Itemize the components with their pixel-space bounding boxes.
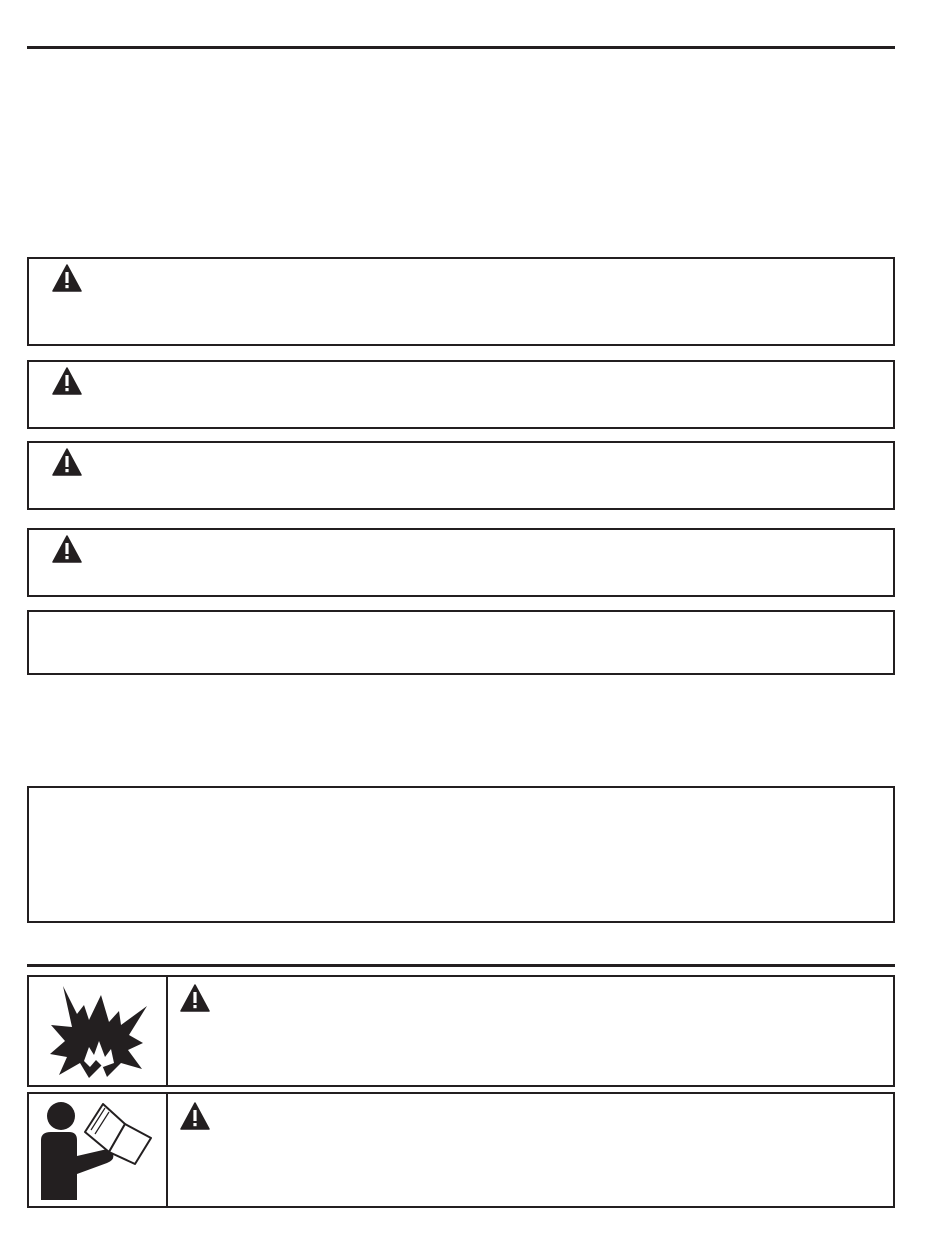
read-manual-icon-cell xyxy=(29,1094,168,1206)
read-manual-row xyxy=(27,1092,895,1208)
explosion-icon-cell xyxy=(29,977,168,1085)
warning-triangle-icon xyxy=(52,264,82,292)
warning-box-3 xyxy=(27,441,895,510)
warning-triangle-icon xyxy=(180,1102,210,1130)
warning-triangle-icon xyxy=(52,535,82,563)
warning-box-4 xyxy=(27,528,895,597)
warning-triangle-icon xyxy=(52,448,82,476)
large-notice-box xyxy=(27,786,895,923)
warning-triangle-icon xyxy=(52,367,82,395)
warning-triangle-icon xyxy=(180,984,210,1012)
warning-box-1 xyxy=(27,257,895,346)
explosion-icon xyxy=(29,977,166,1085)
top-rule xyxy=(27,46,895,49)
explosion-hazard-row xyxy=(27,975,895,1087)
read-manual-icon xyxy=(29,1094,166,1206)
section-rule xyxy=(27,964,895,967)
notice-box xyxy=(27,610,895,675)
warning-box-2 xyxy=(27,360,895,429)
